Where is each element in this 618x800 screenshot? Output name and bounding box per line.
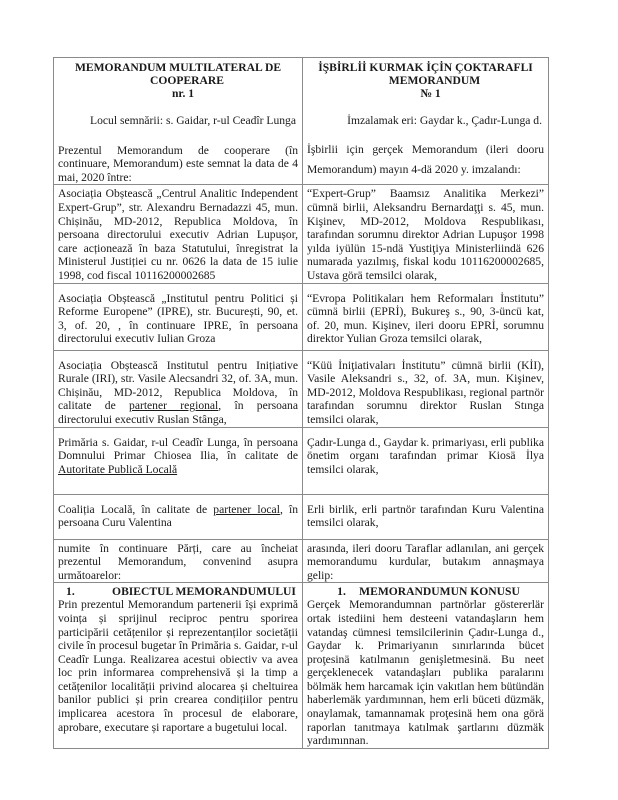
party-row-ipre [54,283,549,350]
party-4-ro: Primăria s. Gaidar, r-ul Ceadîr Lunga, în persoana Domnului Primar Chiosea Ilia, în calitate de Autoritate Publică Locală [54,427,303,494]
party-2-tr: “Evropa Politikaları hem Reformaları İnstitutu” cümnä birlii (EPRİ), Bukureş s., 90, 3-üncü kat, of. 20, mun. Kişinev, ileri dooru EPRİ, sorumnu direktor Yulian Groza temsilci olarak, [303,283,549,350]
party-1-tr: “Expert-Grup” Baamsız Analitika Merkezi” cümnä birlii, Aleksandru Bernardaţţi s. 45, mun. Kişinev, MD-2012, Moldova Respublikası, tarafından sorumnu direktor Adrian Lupuşor 1998 yılda iyülün 15-ndä Yustiţiya Ministerliindä 626 numarada yazılmış, fiskal kodu 10116200002685, Ustava görä temsilci olarak, [303,185,549,283]
party-row-local-coalition [54,494,549,539]
section-1-heading-tr: 1. MEMORANDUMUN KONUSU [337,585,520,599]
agreement-row [54,539,549,583]
section-1-ro [54,583,303,749]
party-2-ro: Asociația Obștească „Institutul pentru Politici și Reforme Europene” (IPRE), str. București, 90, et. 3, of. 20, , în continuare IPRE, în persoana directorului executiv Iulian Groza [54,283,303,350]
section-1-text-tr: Gerçek Memorandumnan partnörlar göstererlär ortak istediini hem desteeni vatandaşların hem vatandaş cümnesi temsilcilerinin Çadır-Lunga d., Gaydar k. Primariyanın sınırlarında bücet proţesinä katılmanın genişletmesinä. Bu neet gerçeklenecek vatandaşları publika paralarını bölmäk hem harcamak için vakıtlan hem bütündän haberlemäk yardımınnan, hem erli büceti düzmäk, onaylamak, tamannamak proţesinä hem ona görä raporlan tanıtmaya katılmak şartlarını düzmäk yardımınnan. [307,598,544,748]
header-cell-ro [54,58,303,185]
party-row-iri [54,350,549,427]
agreement-tr: arasında, ileri dooru Taraflar adlanılan, ani gerçek memorandumu kurdular, butakım annaşmaya gelip: [303,539,549,583]
party-1-ro: Asociația Obștească „Centrul Analitic Independent Expert-Grup”, str. Alexandru Bernadazzi 45, mun. Chișinău, MD-2012, Republica Moldova, în persoana directorului executiv Adrian Lupușor, care acționează în baza Statutului, înregistrat la Ministerul Justiției cu nr. 0626 la data de 15 iulie 1998, cod fiscal 10116200002685 [54,185,303,283]
party-4-tr: Çadır-Lunga d., Gaydar k. primariyası, erli publika önetim organı tarafından primar Kiosä İlya temsilci olarak, [303,427,549,494]
party-3-ro: Asociația Obștească Institutul pentru Inițiative Rurale (IRI), str. Vasile Alecsandri 32, of. 3A, mun. Chișinău, MD-2012, Republica Moldova, în calitate de partener regional, în persoana directorului executiv Ruslan Stânga, [54,350,303,427]
section-1-heading-ro: 1. OBIECTUL MEMORANDUMULUI [66,585,296,599]
signing-place-tr: İmzalamak eri: Gaydar k., Çadır-Lunga d. [347,114,542,127]
title-ro: MEMORANDUM MULTILATERAL DE COOPERARE nr. 1 [74,61,282,100]
role-local-partner: partener local [213,502,280,516]
role-regional-partner: partener regional [129,399,219,413]
section-1-text-ro: Prin prezentul Memorandum partenerii își exprimă voința și sprijinul reciproc pentru sporirea participării cetățenilor și reprezentanților societății civile în procesul bugetar în Primăria s. Gaidar, r-ul Ceadîr Lunga. Realizarea acestui obiectiv va avea loc prin informarea comprehensivă și la timp a cetățenilor localității privind alocarea și cheltuirea banilor publici și prin crearea condițiilor pentru implicarea acestora în procesul de elaborare, aprobare, executare și raportare a bugetului local. [58,598,298,734]
intro-tr: İşbirlii için gerçek Memorandum (ileri dooru Memorandum) mayın 4-dä 2020 y. imzalandı: [307,142,544,176]
section-1-tr [303,583,549,749]
party-3-tr: “Küü İniţiativaları İnstitutu” cümnä birlii (KİI), Vasile Aleksandri s., 32, of. 3A, mun. Kişinev, MD-2012, Moldova Respublikası, regional partnör tarafından sorumnu direktor Ruslan Stınga temsilci olarak, [303,350,549,427]
party-5-ro: Coaliția Locală, în calitate de partener local, în persoana Curu Valentina [54,494,303,539]
party-row-expert-grup [54,185,549,283]
signing-place-ro: Locul semnării: s. Gaidar, r-ul Ceadîr Lunga [90,114,296,127]
header-row [54,58,549,185]
header-cell-tr [303,58,549,185]
role-local-public-authority: Autoritate Publică Locală [58,462,178,476]
bilingual-memorandum-table [53,57,549,749]
section-1-row [54,583,549,749]
intro-ro: Prezentul Memorandum de cooperare (în continuare, Memorandum) este semnat la data de 4 mai, 2020 între: [58,143,298,184]
title-tr: İŞBİRLİİ KURMAK İÇİN ÇOKTARAFLI MEMORANDUM № 1 [318,61,533,100]
agreement-ro: numite în continuare Părți, care au încheiat prezentul Memorandum, convenind asupra următoarelor: [54,539,303,583]
party-row-primaria [54,427,549,494]
party-5-tr: Erli birlik, erli partnör tarafından Kuru Valentina temsilci olarak, [303,494,549,539]
